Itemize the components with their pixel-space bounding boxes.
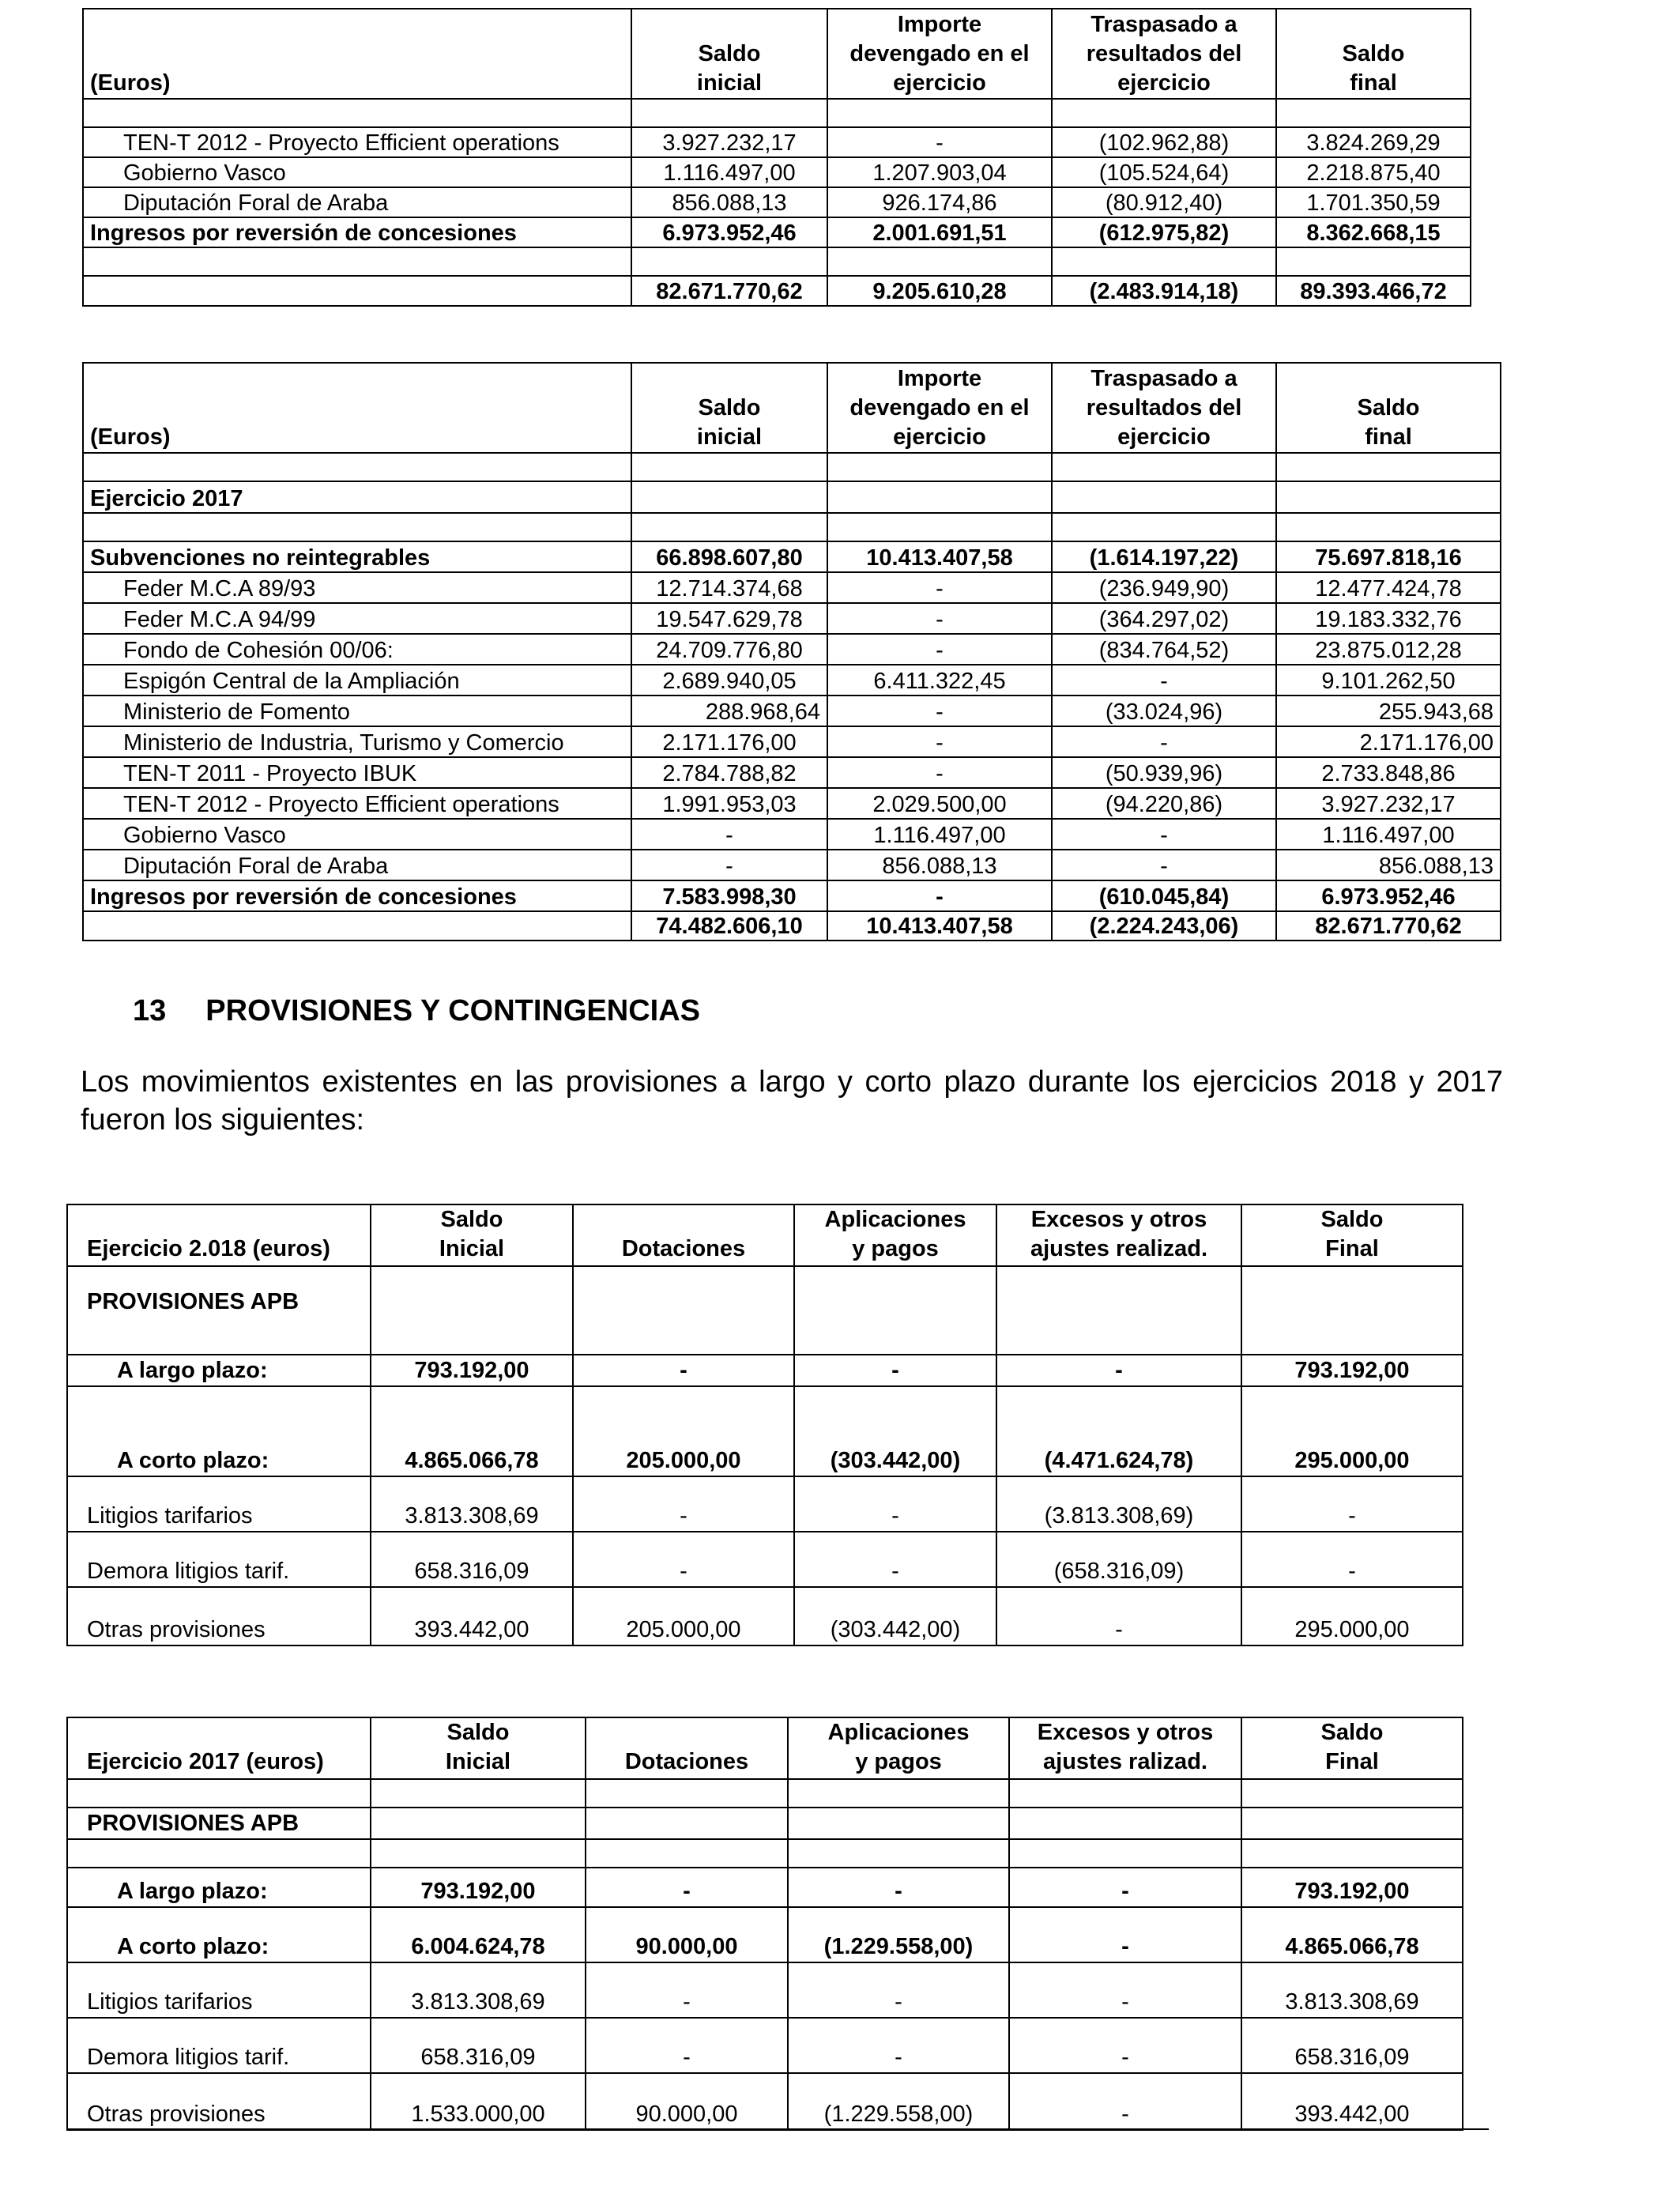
header-cell: Saldo final [1276, 9, 1471, 99]
cell: 2.689.940,05 [631, 665, 827, 696]
cell: 658.316,09 [371, 1532, 573, 1587]
header-cell: (Euros) [83, 9, 631, 99]
row-label: Diputación Foral de Araba [83, 850, 631, 880]
cell: 658.316,09 [1241, 2018, 1463, 2073]
table-row [67, 1962, 1463, 2018]
cell: 393.442,00 [1241, 2073, 1463, 2130]
table-row [83, 788, 1501, 819]
total-cell: 89.393.466,72 [1276, 276, 1471, 306]
row-label: Gobierno Vasco [83, 819, 631, 850]
header-cell: Saldo Final [1241, 1204, 1463, 1266]
cell: 6.973.952,46 [631, 217, 827, 247]
header-cell: Saldo inicial [631, 9, 827, 99]
section-title: PROVISIONES Y CONTINGENCIAS [205, 994, 701, 1027]
table-header [67, 1204, 1463, 1266]
cell: 856.088,13 [631, 187, 827, 217]
row-label: Gobierno Vasco [83, 157, 631, 187]
cell: - [827, 634, 1052, 665]
table-row [83, 127, 1471, 157]
cell: 1.207.903,04 [827, 157, 1052, 187]
cell: 926.174,86 [827, 187, 1052, 217]
cell: 19.547.629,78 [631, 603, 827, 634]
cell: - [1009, 1868, 1241, 1907]
cell: 2.029.500,00 [827, 788, 1052, 819]
cell: 3.927.232,17 [1276, 788, 1501, 819]
group-label: PROVISIONES APB [67, 1808, 371, 1839]
table-header [67, 1717, 1463, 1779]
cell: 75.697.818,16 [1276, 541, 1501, 572]
cell: 1.991.953,03 [631, 788, 827, 819]
table-row [67, 1587, 1463, 1646]
year-label: Ejercicio 2017 [83, 481, 631, 513]
cell: 6.004.624,78 [371, 1907, 586, 1962]
cell: - [827, 696, 1052, 726]
header-cell: Traspasado a resultados del ejercicio [1052, 363, 1276, 453]
cell: 658.316,09 [371, 2018, 586, 2073]
cell: 19.183.332,76 [1276, 603, 1501, 634]
cell: (105.524,64) [1052, 157, 1276, 187]
table-row [83, 850, 1501, 880]
cell: 2.218.875,40 [1276, 157, 1471, 187]
cell: (94.220,86) [1052, 788, 1276, 819]
row-label: Demora litigios tarif. [67, 1532, 371, 1587]
group-row [83, 541, 1501, 572]
cell: 6.411.322,45 [827, 665, 1052, 696]
table-row [67, 2018, 1463, 2073]
header-cell: Traspasado a resultados del ejercicio [1052, 9, 1276, 99]
table-row [83, 819, 1501, 850]
header-cell: Excesos y otros ajustes ralizad. [1009, 1717, 1241, 1779]
cell: 393.442,00 [371, 1587, 573, 1646]
spacer-row [83, 99, 1471, 127]
cell: 2.733.848,86 [1276, 757, 1501, 788]
cell: 793.192,00 [371, 1355, 573, 1386]
cell: - [827, 880, 1052, 911]
cell: - [1052, 726, 1276, 757]
cell: - [788, 1962, 1009, 2018]
row-label: TEN-T 2012 - Proyecto Efficient operations [83, 127, 631, 157]
row-label: Litigios tarifarios [67, 1962, 371, 2018]
header-cell: Saldo Inicial [371, 1717, 586, 1779]
row-label: A largo plazo: [67, 1868, 371, 1907]
cell: - [631, 819, 827, 850]
row-label: Feder M.C.A 89/93 [83, 572, 631, 603]
header-cell: Aplicaciones y pagos [794, 1204, 996, 1266]
provisions-table-2017 [66, 1717, 1463, 2131]
total-row [83, 911, 1501, 941]
spacer-row [83, 453, 1501, 481]
cell: 23.875.012,28 [1276, 634, 1501, 665]
table-row [83, 157, 1471, 187]
header-cell: Saldo inicial [631, 363, 827, 453]
header-cell: Dotaciones [573, 1204, 794, 1266]
row-label: TEN-T 2011 - Proyecto IBUK [83, 757, 631, 788]
section-number: 13 [133, 994, 167, 1027]
cell: 255.943,68 [1276, 696, 1501, 726]
cell: 6.973.952,46 [1276, 880, 1501, 911]
cell: 1.116.497,00 [631, 157, 827, 187]
bottom-divider [66, 2128, 1489, 2130]
cell: 66.898.607,80 [631, 541, 827, 572]
header-cell: (Euros) [83, 363, 631, 453]
row-label: A corto plazo: [67, 1386, 371, 1476]
total-cell: (2.483.914,18) [1052, 276, 1276, 306]
header-cell: Ejercicio 2.018 (euros) [67, 1204, 371, 1266]
table-row [83, 696, 1501, 726]
total-row [83, 276, 1471, 306]
year-row [83, 481, 1501, 513]
cell: 1.701.350,59 [1276, 187, 1471, 217]
group-row [67, 1266, 1463, 1355]
table-row [67, 1476, 1463, 1532]
cell: 205.000,00 [573, 1386, 794, 1476]
cell: - [1052, 850, 1276, 880]
section-heading [133, 994, 700, 1028]
cell: (4.471.624,78) [996, 1386, 1241, 1476]
cell: (80.912,40) [1052, 187, 1276, 217]
table-row [67, 1532, 1463, 1587]
cell: 856.088,13 [1276, 850, 1501, 880]
cell: 7.583.998,30 [631, 880, 827, 911]
table-row [67, 1386, 1463, 1476]
cell: - [827, 572, 1052, 603]
header-cell: Aplicaciones y pagos [788, 1717, 1009, 1779]
total-cell: 74.482.606,10 [631, 911, 827, 941]
cell: (33.024,96) [1052, 696, 1276, 726]
cell: 90.000,00 [586, 2073, 788, 2130]
cell: 1.116.497,00 [827, 819, 1052, 850]
cell: - [1241, 1476, 1463, 1532]
group-label: PROVISIONES APB [67, 1266, 371, 1355]
row-label: Otras provisiones [67, 1587, 371, 1646]
total-cell: 9.205.610,28 [827, 276, 1052, 306]
row-label: Ingresos por reversión de concesiones [83, 880, 631, 911]
cell: - [1052, 665, 1276, 696]
cell: (303.442,00) [794, 1386, 996, 1476]
cell: 295.000,00 [1241, 1386, 1463, 1476]
cell: (1.229.558,00) [788, 1907, 1009, 1962]
cell: 12.477.424,78 [1276, 572, 1501, 603]
header-cell: Dotaciones [586, 1717, 788, 1779]
cell: (236.949,90) [1052, 572, 1276, 603]
cell: 12.714.374,68 [631, 572, 827, 603]
cell: 4.865.066,78 [371, 1386, 573, 1476]
cell: (102.962,88) [1052, 127, 1276, 157]
row-label: A corto plazo: [67, 1907, 371, 1962]
cell: - [788, 2018, 1009, 2073]
header-cell: Saldo Final [1241, 1717, 1463, 1779]
cell: 793.192,00 [1241, 1355, 1463, 1386]
cell: 295.000,00 [1241, 1587, 1463, 1646]
row-label: Demora litigios tarif. [67, 2018, 371, 2073]
cell: 3.813.308,69 [1241, 1962, 1463, 2018]
table-row [83, 603, 1501, 634]
table-row [83, 726, 1501, 757]
group-row [67, 1808, 1463, 1839]
table-row [67, 1907, 1463, 1962]
table-row [67, 1355, 1463, 1386]
cell: - [573, 1476, 794, 1532]
cell: 90.000,00 [586, 1907, 788, 1962]
cell: 3.813.308,69 [371, 1962, 586, 2018]
table-header [83, 363, 1501, 453]
cell: (834.764,52) [1052, 634, 1276, 665]
row-label: Otras provisiones [67, 2073, 371, 2130]
cell: (303.442,00) [794, 1587, 996, 1646]
table-row [83, 757, 1501, 788]
cell: 288.968,64 [631, 696, 827, 726]
cell: 24.709.776,80 [631, 634, 827, 665]
table-row [83, 187, 1471, 217]
total-cell: (2.224.243,06) [1052, 911, 1276, 941]
cell: - [1009, 2018, 1241, 2073]
table-row [83, 880, 1501, 911]
cell: - [1241, 1532, 1463, 1587]
cell: (658.316,09) [996, 1532, 1241, 1587]
row-label: Espigón Central de la Ampliación [83, 665, 631, 696]
header-cell: Saldo final [1276, 363, 1501, 453]
provisions-table-2018 [66, 1204, 1463, 1646]
cell: - [827, 726, 1052, 757]
table-row [83, 634, 1501, 665]
cell: 3.927.232,17 [631, 127, 827, 157]
table-header [83, 9, 1471, 99]
cell: 793.192,00 [1241, 1868, 1463, 1907]
cell: - [586, 2018, 788, 2073]
table-row [83, 572, 1501, 603]
cell: 205.000,00 [573, 1587, 794, 1646]
cell: - [586, 1962, 788, 2018]
cell: - [631, 850, 827, 880]
subsidies-table-2018 [82, 8, 1471, 307]
row-label: Ministerio de Fomento [83, 696, 631, 726]
table-row [83, 665, 1501, 696]
header-cell: Importe devengado en el ejercicio [827, 9, 1052, 99]
total-cell: 82.671.770,62 [631, 276, 827, 306]
cell: 8.362.668,15 [1276, 217, 1471, 247]
table-row [67, 2073, 1463, 2130]
cell: - [827, 603, 1052, 634]
row-label: Fondo de Cohesión 00/06: [83, 634, 631, 665]
cell: 2.171.176,00 [631, 726, 827, 757]
cell: (1.614.197,22) [1052, 541, 1276, 572]
spacer-row [83, 247, 1471, 276]
cell: 3.813.308,69 [371, 1476, 573, 1532]
section-intro: Los movimientos existentes en las provisiones a largo y corto plazo durante los ejercicios 2018 y 2017 fueron los siguientes: [81, 1065, 1503, 1137]
cell: - [827, 757, 1052, 788]
cell: 793.192,00 [371, 1868, 586, 1907]
cell: - [1009, 1907, 1241, 1962]
table-row [67, 1868, 1463, 1907]
cell: - [586, 1868, 788, 1907]
cell: 1.116.497,00 [1276, 819, 1501, 850]
row-label: TEN-T 2012 - Proyecto Efficient operations [83, 788, 631, 819]
row-label: Feder M.C.A 94/99 [83, 603, 631, 634]
cell: - [788, 1868, 1009, 1907]
cell: 4.865.066,78 [1241, 1907, 1463, 1962]
cell: 2.784.788,82 [631, 757, 827, 788]
cell: (1.229.558,00) [788, 2073, 1009, 2130]
cell: - [996, 1355, 1241, 1386]
row-label: Ministerio de Industria, Turismo y Comercio [83, 726, 631, 757]
header-cell: Importe devengado en el ejercicio [827, 363, 1052, 453]
cell: - [573, 1532, 794, 1587]
cell: - [794, 1476, 996, 1532]
spacer-row [67, 1779, 1463, 1808]
cell: (3.813.308,69) [996, 1476, 1241, 1532]
cell: 3.824.269,29 [1276, 127, 1471, 157]
row-label: A largo plazo: [67, 1355, 371, 1386]
cell: 2.171.176,00 [1276, 726, 1501, 757]
cell: - [1009, 2073, 1241, 2130]
cell: - [1009, 1962, 1241, 2018]
cell: (610.045,84) [1052, 880, 1276, 911]
cell: (364.297,02) [1052, 603, 1276, 634]
total-cell: 10.413.407,58 [827, 911, 1052, 941]
cell: - [827, 127, 1052, 157]
cell: - [573, 1355, 794, 1386]
cell: - [996, 1587, 1241, 1646]
row-label: Subvenciones no reintegrables [83, 541, 631, 572]
cell: - [794, 1532, 996, 1587]
spacer-row [67, 1839, 1463, 1868]
total-cell: 82.671.770,62 [1276, 911, 1501, 941]
cell: - [794, 1355, 996, 1386]
cell: (50.939,96) [1052, 757, 1276, 788]
header-cell: Saldo Inicial [371, 1204, 573, 1266]
cell: 2.001.691,51 [827, 217, 1052, 247]
subsidies-table-2017 [82, 362, 1501, 941]
cell: (612.975,82) [1052, 217, 1276, 247]
table-row [83, 217, 1471, 247]
cell: 10.413.407,58 [827, 541, 1052, 572]
spacer-row [83, 513, 1501, 541]
header-cell: Excesos y otros ajustes realizad. [996, 1204, 1241, 1266]
row-label: Ingresos por reversión de concesiones [83, 217, 631, 247]
row-label: Diputación Foral de Araba [83, 187, 631, 217]
cell: - [1052, 819, 1276, 850]
header-cell: Ejercicio 2017 (euros) [67, 1717, 371, 1779]
cell: 9.101.262,50 [1276, 665, 1501, 696]
cell: 1.533.000,00 [371, 2073, 586, 2130]
cell: 856.088,13 [827, 850, 1052, 880]
row-label: Litigios tarifarios [67, 1476, 371, 1532]
